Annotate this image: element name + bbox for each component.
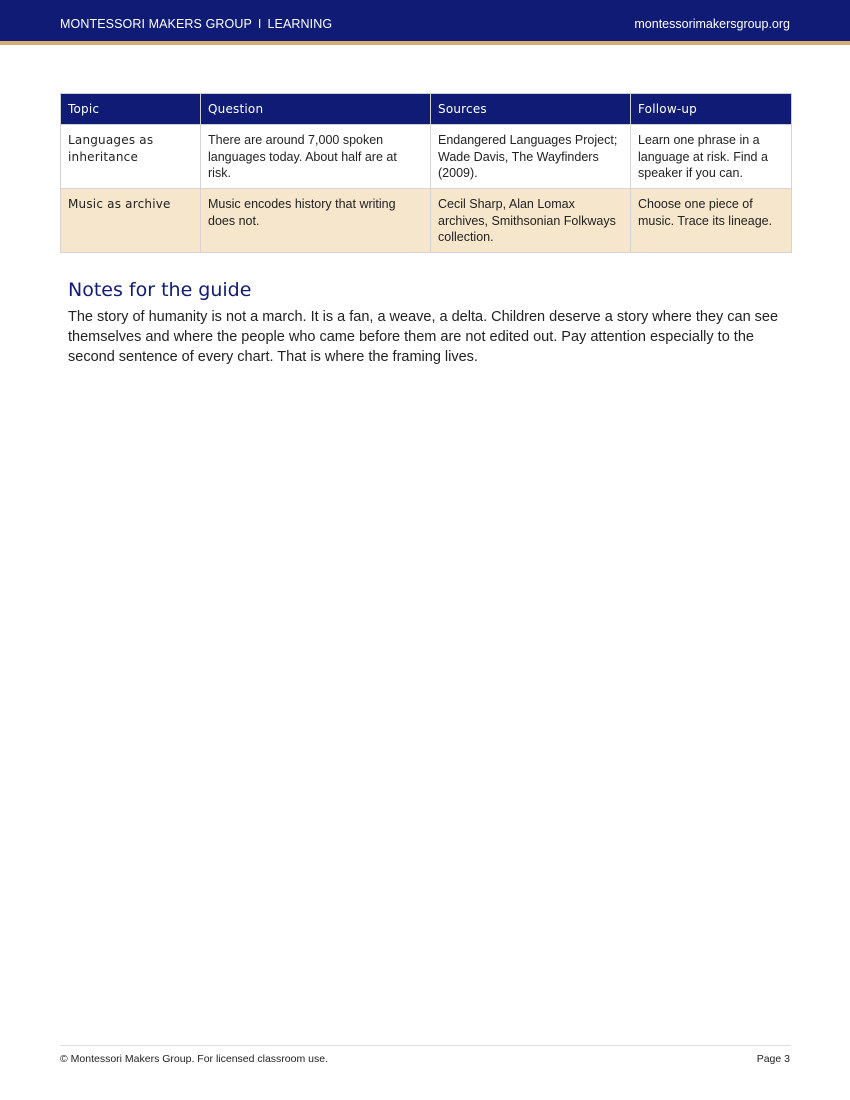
cell-sources: Cecil Sharp, Alan Lomax archives, Smithsonian Folkways collection.: [431, 189, 631, 253]
column-header-followup: Follow-up: [631, 94, 792, 125]
column-header-sources: Sources: [431, 94, 631, 125]
header-section: LEARNING: [267, 17, 333, 31]
cell-question: Music encodes history that writing does not.: [201, 189, 431, 253]
guide-table: [60, 93, 792, 253]
header-site-link[interactable]: montessorimakersgroup.org: [634, 17, 790, 31]
table-row: [61, 189, 792, 253]
notes-heading: Notes for the guide: [68, 279, 252, 301]
header-org: MONTESSORI MAKERS GROUP: [60, 17, 252, 31]
page-header: [0, 0, 850, 45]
column-header-question: Question: [201, 94, 431, 125]
footer-divider: [60, 1045, 791, 1046]
cell-followup: Learn one phrase in a language at risk. Find a speaker if you can.: [631, 125, 792, 189]
cell-followup: Choose one piece of music. Trace its lineage.: [631, 189, 792, 253]
table-header-row: [61, 94, 792, 125]
page-number: Page 3: [756, 1053, 790, 1065]
cell-sources: Endangered Languages Project; Wade Davis, The Wayfinders (2009).: [431, 125, 631, 189]
cell-topic: Languages as inheritance: [61, 125, 201, 189]
table-row: [61, 125, 792, 189]
column-header-topic: Topic: [61, 94, 201, 125]
notes-paragraph: The story of humanity is not a march. It is a fan, a weave, a delta. Children deserve a story where they can see themselves and where the people who came before them are not edited out. Pay attention especially to the second sentence of every chart. That is where the framing lives.: [68, 309, 779, 365]
header-separator: I: [257, 17, 262, 31]
cell-topic: Music as archive: [61, 189, 201, 253]
footer-copyright: © Montessori Makers Group. For licensed classroom use.: [60, 1053, 328, 1065]
header-title: [60, 17, 332, 31]
cell-question: There are around 7,000 spoken languages today. About half are at risk.: [201, 125, 431, 189]
